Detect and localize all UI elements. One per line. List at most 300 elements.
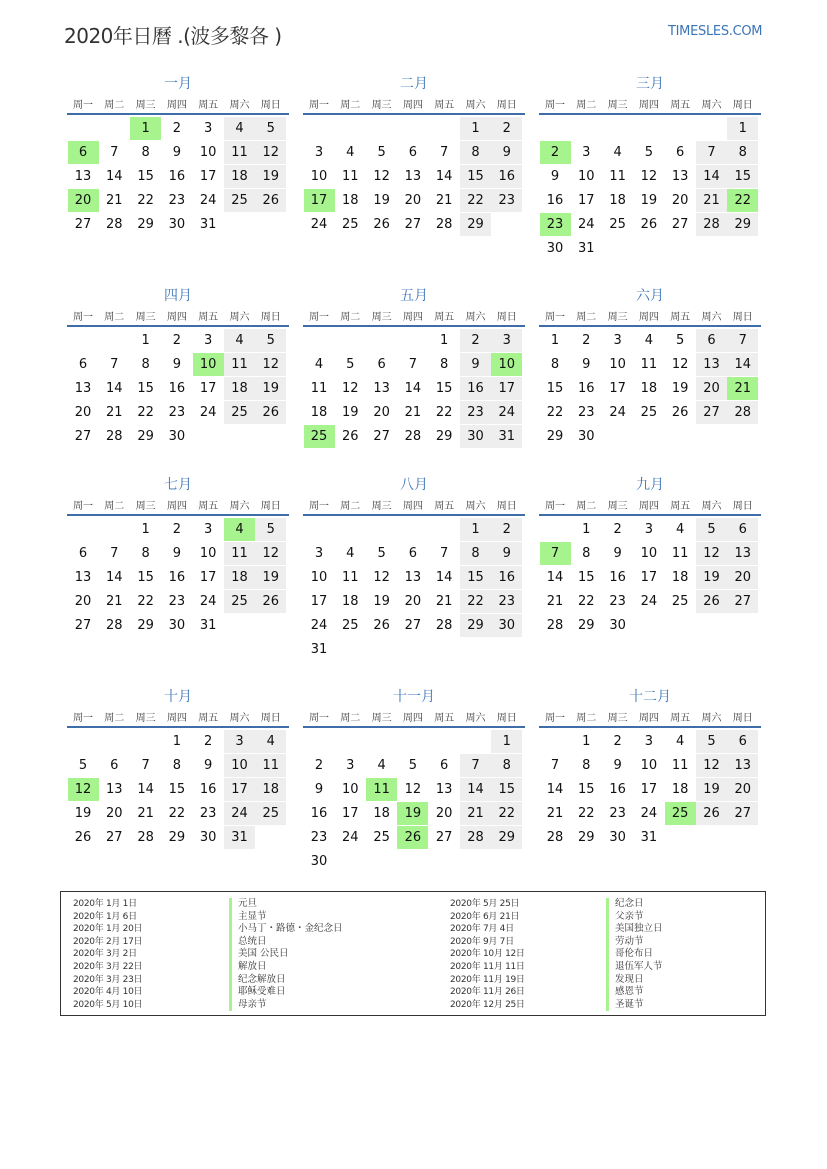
weekday-label: 周六 [701,312,722,323]
day-cell: 24 [310,618,328,633]
weekday-label: 周三 [607,100,628,111]
weekday-label: 周日 [732,501,753,512]
weekend-day-cell: 29 [460,213,491,236]
legend-holiday-name: 母亲节 [229,999,267,1012]
weekday-label: 周五 [434,713,455,724]
day-cell: 7 [440,546,449,561]
day-cell: 16 [609,782,626,797]
day-cell: 10 [640,758,658,773]
day-cell: 30 [609,830,626,845]
day-cell: 3 [314,145,324,160]
day-cell: 11 [609,169,626,184]
day-cell: 7 [110,546,119,561]
day-cell: 17 [578,193,595,208]
day-cell: 24 [342,830,359,845]
weekend-day-cell: 16 [491,566,522,589]
day-cell: 10 [578,169,595,184]
weekend-day-cell: 12 [696,754,727,777]
weekend-day-cell: 8 [727,141,758,164]
day-cell: 26 [373,618,390,633]
day-cell: 30 [168,429,186,444]
legend-holiday-name: 元旦 [229,898,257,911]
day-cell: 18 [342,594,359,609]
weekday-label: 周三 [135,100,156,111]
legend-holiday-name: 美国 公民日 [229,948,289,961]
day-cell: 18 [310,405,328,420]
day-cell: 20 [74,405,92,420]
day-cell: 25 [342,618,359,633]
weekday-label: 周三 [607,312,628,323]
weekend-day-cell: 15 [460,165,491,188]
day-cell: 10 [310,169,328,184]
day-cell: 23 [168,193,186,208]
day-cell: 23 [609,806,626,821]
day-cell: 27 [74,618,92,633]
day-cell: 5 [377,145,386,160]
weekend-day-cell: 24 [224,802,255,825]
weekend-day-cell: 29 [727,213,758,236]
day-cell: 22 [435,405,453,420]
day-cell: 21 [106,405,123,420]
weekday-label: 周三 [371,713,392,724]
weekend-day-cell: 25 [255,802,286,825]
weekend-day-cell: 13 [727,754,758,777]
weekday-label: 周五 [670,501,691,512]
day-cell: 23 [168,594,186,609]
legend-holiday-name: 纪念解放日 [229,974,286,987]
weekday-label: 周六 [701,501,722,512]
day-cell: 27 [435,830,453,845]
legend-date: 2020年 5月 10日 [73,999,143,1010]
weekend-day-cell: 6 [727,518,758,541]
weekday-label: 周一 [73,713,93,724]
day-cell: 5 [408,758,418,773]
day-cell: 3 [204,121,213,136]
day-cell: 30 [578,429,595,444]
weekend-day-cell: 18 [255,778,286,801]
day-cell: 31 [199,217,217,232]
day-cell: 8 [172,758,182,773]
day-cell: 15 [435,381,453,396]
day-cell: 29 [578,618,595,633]
day-cell: 26 [342,429,359,444]
weekend-day-cell: 22 [460,590,491,613]
legend-holiday-name: 美国独立日 [606,923,663,936]
holiday-day-cell: 10 [491,353,522,376]
legend-holiday-name: 主显节 [229,911,267,924]
day-cell: 16 [168,381,186,396]
weekday-label: 周二 [576,312,597,323]
day-cell: 9 [314,782,324,797]
weekend-day-cell: 19 [255,566,286,589]
month-divider [539,514,761,516]
day-cell: 2 [172,121,182,136]
weekend-day-cell: 28 [460,826,491,849]
day-cell: 1 [582,734,591,749]
holiday-day-cell: 25 [304,425,335,448]
legend-date: 2020年 11月 19日 [450,974,525,985]
day-cell: 20 [373,405,390,420]
day-cell: 19 [373,193,390,208]
holiday-day-cell: 10 [193,353,224,376]
legend-date: 2020年 7月 4日 [450,924,514,935]
day-cell: 1 [582,522,591,537]
day-cell: 6 [676,145,685,160]
day-cell: 10 [310,570,328,585]
weekend-day-cell: 4 [224,329,255,352]
day-cell: 14 [106,169,123,184]
day-cell: 9 [613,758,622,773]
weekend-day-cell: 26 [696,802,727,825]
month-block [303,75,525,280]
day-cell: 27 [373,429,390,444]
day-cell: 22 [546,405,564,420]
day-cell: 31 [640,830,658,845]
weekday-label: 周一 [73,501,93,512]
legend-holiday-name: 感恩节 [606,986,644,999]
day-cell: 3 [644,522,654,537]
day-cell: 12 [671,357,689,372]
month-title: 三月 [636,76,664,92]
month-divider [539,325,761,327]
weekday-label: 周五 [198,100,219,111]
weekday-label: 周日 [732,713,753,724]
day-cell: 31 [199,618,217,633]
month-divider [303,113,525,115]
day-cell: 15 [137,169,154,184]
weekday-label: 周六 [465,713,486,724]
month-block [539,476,761,681]
day-cell: 31 [310,642,328,657]
legend-date: 2020年 4月 10日 [73,987,143,998]
weekday-label: 周五 [198,312,219,323]
holiday-day-cell: 2 [540,141,571,164]
weekend-day-cell: 12 [255,141,286,164]
weekend-day-cell: 20 [727,778,758,801]
weekend-day-cell: 16 [491,165,522,188]
weekday-label: 周四 [166,100,187,111]
day-cell: 16 [199,782,217,797]
weekend-day-cell: 4 [224,117,255,140]
day-cell: 14 [404,381,422,396]
day-cell: 7 [550,758,560,773]
weekend-day-cell: 1 [491,730,522,753]
day-cell: 30 [546,241,564,256]
day-cell: 9 [613,546,622,561]
holiday-legend [60,891,766,1016]
day-cell: 5 [78,758,88,773]
weekend-day-cell: 2 [491,117,522,140]
day-cell: 25 [609,217,626,232]
day-cell: 21 [546,594,564,609]
weekday-label: 周二 [340,501,361,512]
weekend-day-cell: 12 [255,542,286,565]
legend-date: 2020年 1月 1日 [73,899,137,909]
weekend-day-cell: 16 [460,377,491,400]
day-cell: 25 [640,405,658,420]
day-cell: 14 [546,782,564,797]
day-cell: 10 [342,782,359,797]
legend-date: 2020年 9月 7日 [450,936,514,947]
weekend-day-cell: 1 [727,117,758,140]
weekday-header [539,311,761,325]
weekday-label: 周四 [402,100,423,111]
month-block [303,287,525,492]
brand-link[interactable]: TIMESLES.COM [668,24,763,39]
weekend-day-cell: 29 [460,614,491,637]
weekday-header [303,500,525,514]
legend-date: 2020年 1月 6日 [73,911,137,922]
weekday-label: 周二 [576,713,597,724]
day-cell: 17 [609,381,626,396]
day-cell: 13 [671,169,689,184]
day-cell: 7 [408,357,418,372]
weekend-day-cell: 10 [224,754,255,777]
day-cell: 3 [204,333,213,348]
day-cell: 4 [644,333,654,348]
day-cell: 27 [404,618,422,633]
weekday-label: 周二 [104,713,125,724]
legend-date: 2020年 1月 20日 [73,924,143,935]
day-cell: 4 [314,357,324,372]
legend-holiday-name: 总统日 [229,936,267,949]
legend-date: 2020年 3月 2日 [73,949,137,960]
weekday-label: 周日 [496,100,517,111]
day-cell: 3 [613,333,622,348]
weekend-day-cell: 23 [491,590,522,613]
weekday-label: 周一 [73,312,93,323]
day-cell: 2 [613,522,622,537]
day-cell: 8 [440,357,449,372]
weekday-label: 周六 [229,312,250,323]
weekend-day-cell: 12 [696,542,727,565]
day-cell: 17 [199,381,217,396]
day-cell: 9 [204,758,213,773]
day-cell: 9 [582,357,591,372]
day-cell: 1 [440,333,449,348]
weekend-day-cell: 15 [460,566,491,589]
weekday-label: 周一 [545,713,565,724]
day-cell: 24 [578,217,595,232]
day-cell: 20 [404,193,422,208]
day-cell: 20 [404,594,422,609]
weekend-day-cell: 9 [491,542,522,565]
weekend-day-cell: 11 [255,754,286,777]
weekend-day-cell: 3 [224,730,255,753]
day-cell: 7 [141,758,150,773]
weekday-label: 周一 [545,100,565,111]
month-divider [539,726,761,728]
day-cell: 6 [110,758,119,773]
day-cell: 2 [314,758,324,773]
weekday-label: 周四 [166,312,187,323]
weekend-day-cell: 14 [460,778,491,801]
day-cell: 2 [613,734,622,749]
day-cell: 19 [373,594,390,609]
day-cell: 15 [137,570,154,585]
day-cell: 26 [373,217,390,232]
weekend-day-cell: 17 [224,778,255,801]
day-cell: 4 [676,734,685,749]
day-cell: 8 [582,758,591,773]
month-title: 四月 [164,288,192,304]
month-block [303,476,525,681]
day-cell: 29 [435,429,453,444]
day-cell: 15 [578,570,595,585]
weekday-label: 周一 [309,312,329,323]
legend-holiday-name: 劳动节 [606,936,644,949]
legend-holiday-name: 发现日 [606,974,644,987]
weekday-label: 周五 [198,501,219,512]
weekday-header [539,500,761,514]
day-cell: 2 [172,522,182,537]
holiday-day-cell: 25 [665,802,696,825]
weekday-label: 周六 [701,713,722,724]
weekday-label: 周三 [371,312,392,323]
month-block [67,287,289,492]
day-cell: 15 [546,381,564,396]
day-cell: 16 [609,570,626,585]
day-cell: 9 [172,145,182,160]
day-cell: 7 [440,145,449,160]
day-cell: 2 [172,333,182,348]
day-cell: 22 [137,594,154,609]
day-cell: 3 [644,734,654,749]
weekend-day-cell: 20 [727,566,758,589]
day-cell: 3 [314,546,324,561]
month-block [67,688,289,893]
weekday-label: 周二 [340,100,361,111]
weekend-day-cell: 29 [491,826,522,849]
day-cell: 1 [141,522,150,537]
day-cell: 11 [671,758,689,773]
holiday-day-cell: 26 [397,826,428,849]
day-cell: 28 [106,429,123,444]
weekday-header [539,99,761,113]
day-cell: 23 [609,594,626,609]
weekday-label: 周日 [496,501,517,512]
weekend-day-cell: 1 [460,117,491,140]
day-cell: 1 [550,333,560,348]
day-cell: 13 [404,570,422,585]
weekday-label: 周六 [701,100,722,111]
day-cell: 18 [671,570,689,585]
day-cell: 17 [310,594,328,609]
month-title: 二月 [400,76,428,92]
legend-holiday-name: 哥伦布日 [606,948,653,961]
day-cell: 29 [168,830,186,845]
day-cell: 28 [435,217,453,232]
weekday-label: 周四 [638,713,659,724]
month-divider [303,514,525,516]
day-cell: 5 [377,546,386,561]
legend-holiday-name: 纪念日 [606,898,644,911]
day-cell: 24 [640,594,658,609]
day-cell: 5 [346,357,355,372]
day-cell: 28 [546,618,564,633]
day-cell: 11 [671,546,689,561]
holiday-day-cell: 12 [68,778,99,801]
legend-holiday-name: 小马丁・路德・金纪念日 [229,923,343,936]
day-cell: 14 [106,381,123,396]
day-cell: 6 [440,758,449,773]
weekday-label: 周日 [260,713,281,724]
day-cell: 24 [199,594,217,609]
day-cell: 24 [609,405,626,420]
weekend-day-cell: 12 [255,353,286,376]
day-cell: 18 [342,193,359,208]
day-cell: 28 [106,217,123,232]
day-cell: 21 [404,405,422,420]
day-cell: 10 [640,546,658,561]
weekday-label: 周三 [135,312,156,323]
weekend-day-cell: 31 [224,826,255,849]
weekend-day-cell: 15 [491,778,522,801]
day-cell: 30 [168,618,186,633]
day-cell: 23 [168,405,186,420]
weekday-label: 周一 [545,501,565,512]
legend-date: 2020年 3月 22日 [73,962,143,972]
day-cell: 21 [435,594,453,609]
weekend-day-cell: 7 [696,141,727,164]
day-cell: 5 [644,145,654,160]
month-title: 十一月 [393,689,435,705]
day-cell: 15 [168,782,186,797]
day-cell: 9 [550,169,560,184]
weekend-day-cell: 7 [460,754,491,777]
weekend-day-cell: 6 [727,730,758,753]
day-cell: 23 [578,405,595,420]
day-cell: 4 [346,145,355,160]
weekend-day-cell: 18 [224,165,255,188]
month-divider [539,113,761,115]
weekend-day-cell: 15 [727,165,758,188]
day-cell: 27 [106,830,123,845]
weekend-day-cell: 18 [224,566,255,589]
day-cell: 7 [110,357,119,372]
day-cell: 21 [546,806,564,821]
weekday-label: 周日 [496,713,517,724]
day-cell: 22 [137,405,154,420]
weekend-day-cell: 5 [255,518,286,541]
weekend-day-cell: 19 [696,778,727,801]
weekend-day-cell: 11 [224,353,255,376]
weekday-label: 周四 [166,501,187,512]
weekday-label: 周四 [402,713,423,724]
day-cell: 13 [404,169,422,184]
day-cell: 28 [404,429,422,444]
day-cell: 14 [546,570,564,585]
day-cell: 24 [640,806,658,821]
day-cell: 1 [141,333,150,348]
day-cell: 8 [141,546,150,561]
day-cell: 19 [342,405,359,420]
weekend-day-cell: 23 [491,189,522,212]
weekday-label: 周五 [670,713,691,724]
holiday-day-cell: 21 [727,377,758,400]
day-cell: 1 [172,734,182,749]
weekend-day-cell: 28 [727,401,758,424]
day-cell: 5 [676,333,685,348]
legend-holiday-name: 耶稣受难日 [229,986,286,999]
holiday-day-cell: 23 [540,213,571,236]
day-cell: 17 [342,806,359,821]
day-cell: 17 [640,782,658,797]
weekend-day-cell: 23 [460,401,491,424]
day-cell: 11 [310,381,328,396]
weekend-day-cell: 22 [491,802,522,825]
day-cell: 28 [546,830,564,845]
